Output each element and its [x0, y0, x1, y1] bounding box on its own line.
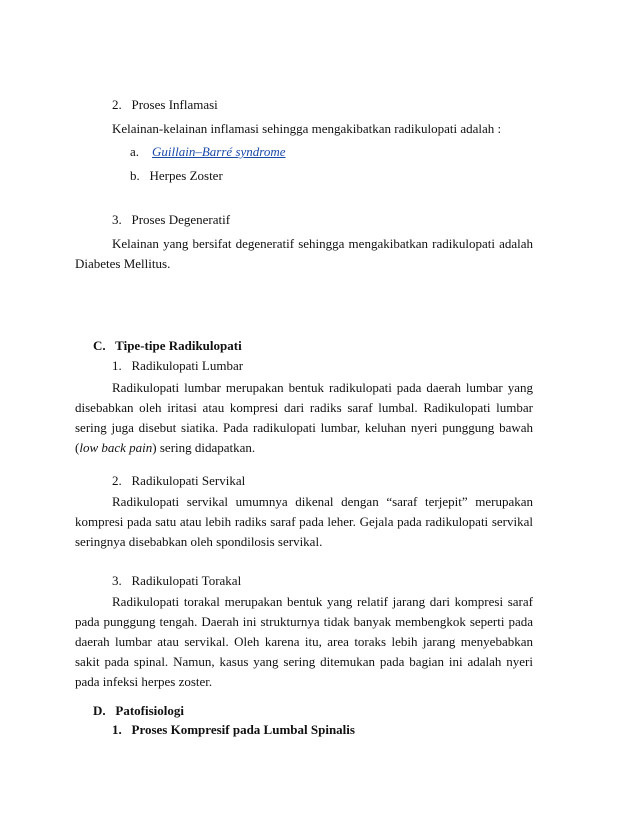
lumbar-text-after: ) sering didapatkan. — [152, 440, 256, 455]
lumbar-heading: 1. Radikulopati Lumbar — [112, 358, 244, 373]
servikal-paragraph: Radikulopati servikal umumnya dikenal dengan “saraf terjepit” merupakan kompresi pada satu atau lebih radiks saraf pada leher. Gejala pada radikulopati servikal seringnya disebabkan oleh spondilosis servikal. — [75, 494, 533, 549]
inflamasi-heading: 2. Proses Inflamasi — [112, 97, 218, 112]
section-c-title: C. Tipe-tipe Radikulopati — [93, 338, 242, 353]
torakal-paragraph: Radikulopati torakal merupakan bentuk yang relatif jarang dari kompresi saraf pada punggung tengah. Daerah ini strukturnya tidak banyak membengkok seperti pada daerah lumbar atau servikal. Oleh karena itu, area toraks lebih jarang menyebabkan sakit pada spinal. Namun, kasus yang sering ditemukan pada bagian ini adalah nyeri pada infeksi herpes zoster. — [75, 594, 533, 689]
list-item-a — [130, 144, 286, 160]
list-item-b: b. Herpes Zoster — [130, 168, 223, 183]
section-d-heading — [93, 703, 184, 719]
torakal-heading: 3. Radikulopati Torakal — [112, 573, 242, 588]
degeneratif-paragraph: Kelainan yang bersifat degeneratif sehingga mengakibatkan radikulopati adalah Diabetes Mellitus. — [75, 236, 533, 271]
section-c-heading — [93, 338, 242, 354]
servikal-heading: 2. Radikulopati Servikal — [112, 473, 246, 488]
patofisiologi-subheading — [112, 722, 355, 738]
lumbar-paragraph — [75, 378, 533, 458]
list-marker-a: a. — [130, 144, 140, 159]
degeneratif-heading: 3. Proses Degeneratif — [112, 212, 231, 227]
inflamasi-intro: Kelainan-kelainan inflamasi sehingga mengakibatkan radikulopati adalah : — [112, 121, 502, 136]
section-d-title: D. Patofisiologi — [93, 703, 184, 718]
guillain-barre-link[interactable]: Guillain–Barré syndrome — [152, 144, 286, 159]
patofisiologi-subheading-title: 1. Proses Kompresif pada Lumbal Spinalis — [112, 722, 355, 737]
lumbar-text-before: Radikulopati lumbar merupakan bentuk radikulopati pada daerah lumbar yang disebabkan oleh iritasi atau kompresi dari radiks saraf lumbal. Radikulopati lumbar sering juga disebut siatika. Pada radikulopati lumbar, keluhan nyeri punggung bawah ( — [75, 380, 533, 455]
lumbar-text-italic: low back pain — [79, 440, 153, 455]
